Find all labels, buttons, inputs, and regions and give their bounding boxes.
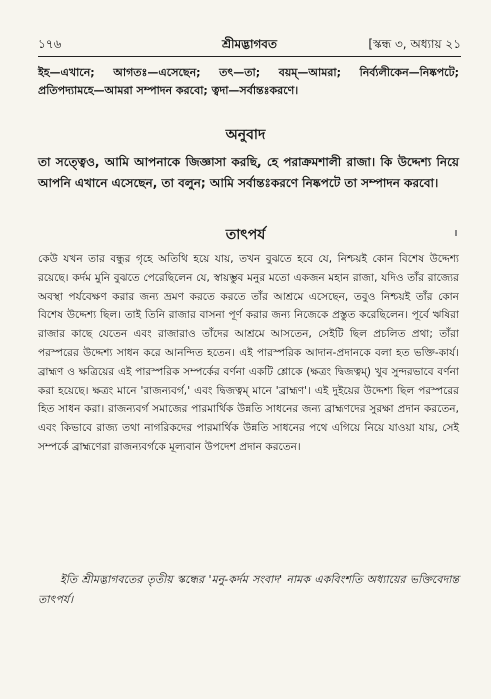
header-rule	[38, 56, 461, 57]
purport-text: কেউ যখন তার বন্ধুর গৃহে অতিথি হয়ে যায়, তখন বুঝতে হবে যে, নিশ্চয়ই কোন বিশেষ উদ্দেশ্য রয়েছে। কর্দম মুনি বুঝতে পেরেছিলেন যে, স্বায়ম্ভুব মনুর মতো একজন মহান রাজা, যদিও তাঁর রাজ্যের অবস্থা পর্যবেক্ষণ করার জন্য ভ্রমণ করতে করতে তাঁর আশ্রমে এসেছেন, তবুও নিশ্চয়ই তাঁর কোন বিশেষ উদ্দেশ্য ছিল। তাই তিনি রাজার বাসনা পূর্ণ করার জন্য নিজেকে প্রস্তুত করেছিলেন। পূর্বে ঋষিরা রাজার কাছে যেতেন এবং রাজারাও তাঁদের আশ্রমে আসতেন, সেইটি ছিল প্রচলিত প্রথা; তাঁরা পরস্পরের উদ্দেশ্য সাধন করে আনন্দিত হতেন। এই পারস্পরিক আদান-প্রদানকে বলা হত ভক্তি-কার্য। ব্রাহ্মণ ও ক্ষত্রিয়ের এই পারস্পরিক সম্পর্কের বর্ণনা একটি শ্লোকে (ক্ষত্রং দ্বিজত্বম্) খুব সুন্দরভাবে বর্ণনা করা হয়েছে। ক্ষত্রং মানে 'রাজন্যবর্গ,' এবং দ্বিজত্বম্ মানে 'ব্রাহ্মণ'। এই দুইয়ের উদ্দেশ্য ছিল পরস্পরের হিত সাধন করা। রাজন্যবর্গ সমাজের পারমার্থিক উন্নতি সাধনের জন্য ব্রাহ্মণদের সুরক্ষা প্রদান করতেন, এবং কিভাবে রাজ্য তথা নাগরিকদের পারমার্থিক উন্নতি সাধনের পথে এগিয়ে নিয়ে যাওয়া যায়, সেই সম্পর্কে ব্রাহ্মণেরা রাজন্যবর্গকে মূল্যবান উপদেশ প্রদান করতেন।	[38, 253, 459, 453]
translation-heading: অনুবাদ	[225, 127, 266, 143]
chapter-closing-note: ইতি শ্রীমদ্ভাগবতের তৃতীয় স্কন্ধের 'মনু-কর্দম সংবাদ' নামক একবিংশতি অধ্যায়ের ভক্তিবেদান্ত তাৎপর্য।	[38, 573, 459, 606]
page-number: ১৭৬	[38, 37, 62, 51]
chapter-reference: [স্কন্ধ ৩, অধ্যায় ২১	[368, 37, 461, 51]
purport-heading: তাৎপর্য	[225, 227, 266, 243]
translation-text: তা সত্ত্বেও, আমি আপনাকে জিজ্ঞাসা করছি, হে পরাক্রমশালী রাজা। কি উদ্দেশ্য নিয়ে আপনি এখানে এসেছেন, তা বলুন; আমি সর্বান্তঃকরণে নিষ্কপটে তা সম্পাদন করবো।	[38, 155, 459, 190]
word-synonyms: ইহ—এখানে; আগতঃ—এসেছেন; তৎ—তা; বয়ম্—আমরা; নির্ব্যলীকেন—নিষ্কপটে; প্রতিপদ্যামহে—আমরা সম্পাদন করবো; ত্বদা—সর্বান্তঃকরণে।	[38, 66, 459, 97]
ink-mark	[455, 230, 457, 236]
book-title: শ্রীমদ্ভাগবত	[221, 37, 277, 51]
running-header	[38, 36, 461, 58]
